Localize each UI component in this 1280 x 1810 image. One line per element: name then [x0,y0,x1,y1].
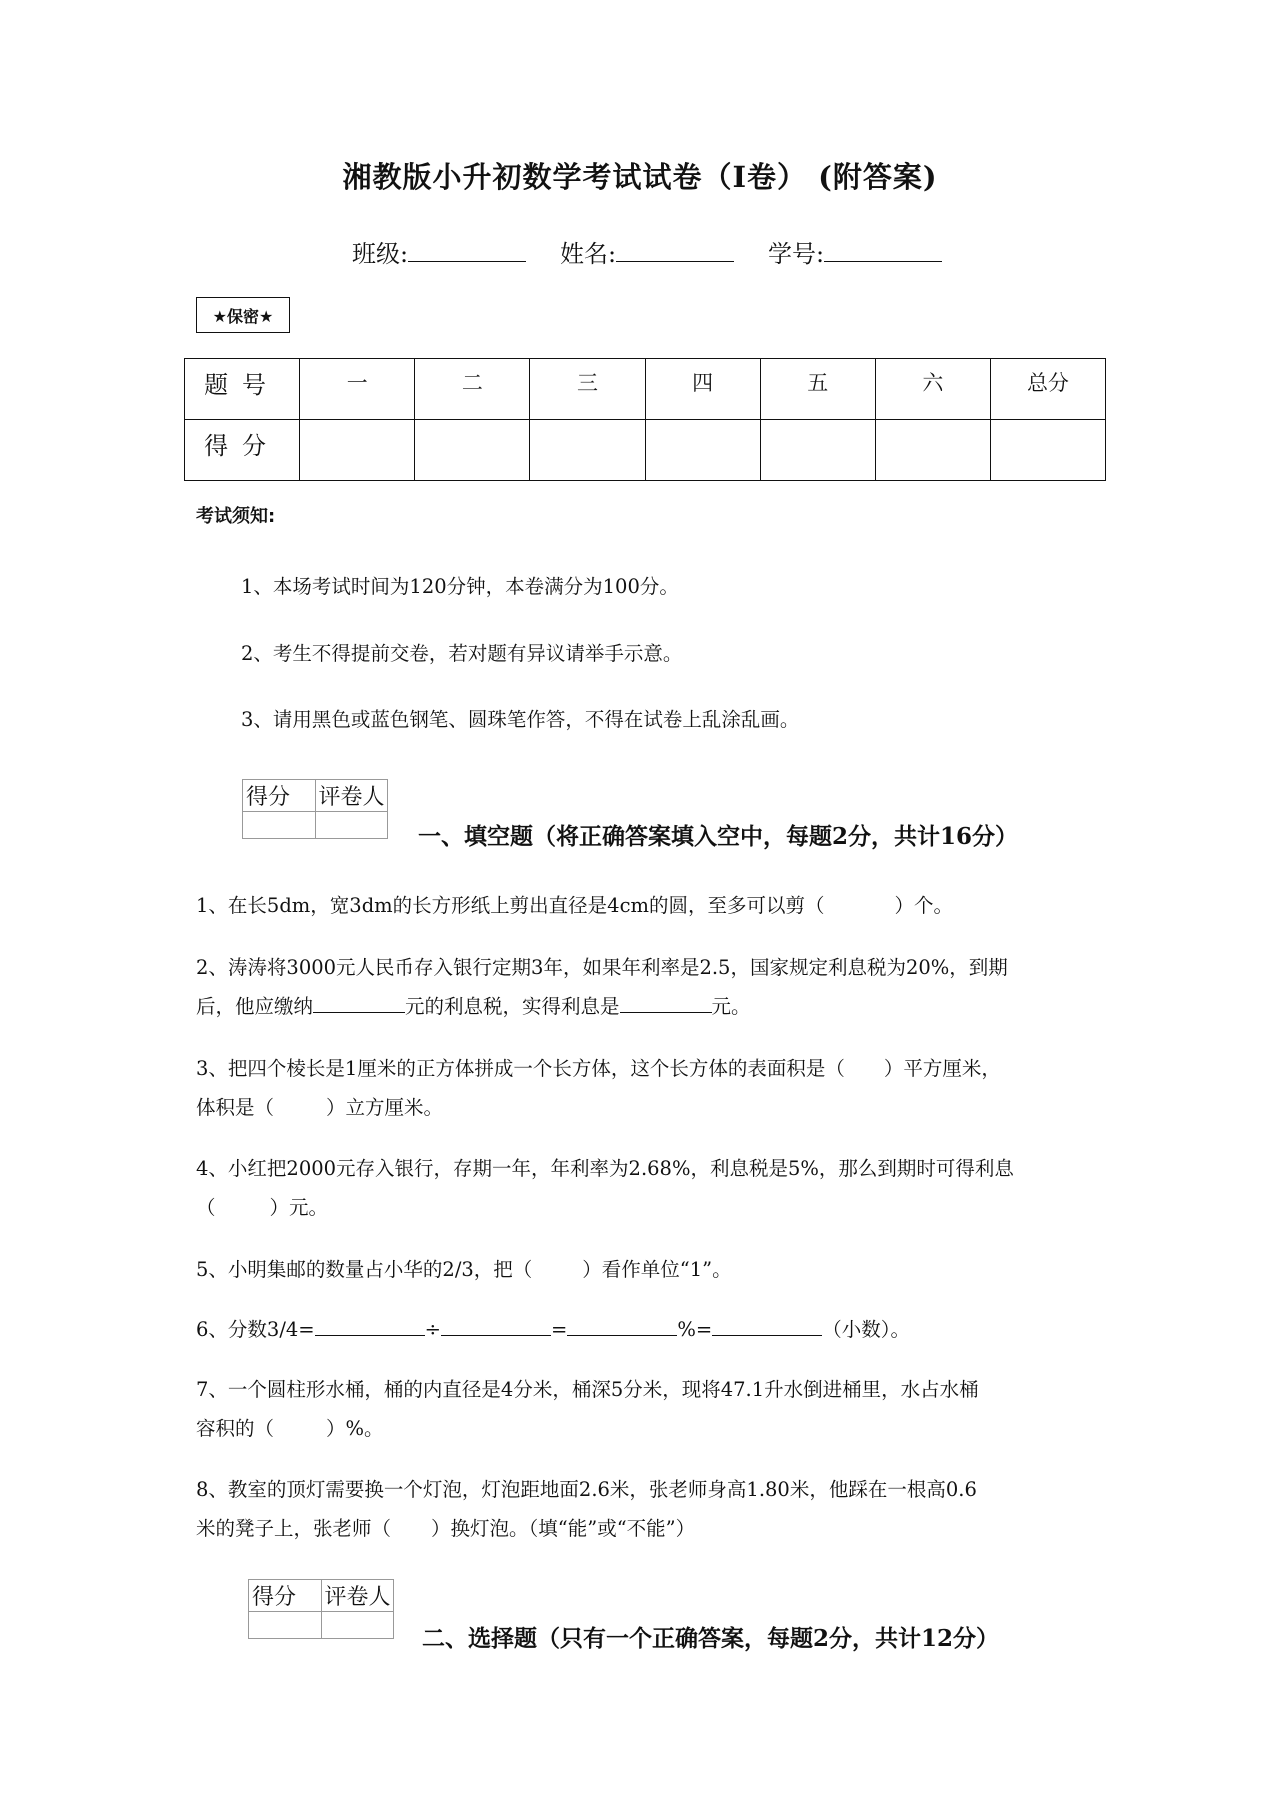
id-label: 学号: [768,240,825,268]
q1-text-a: 1、在长5dm，宽3dm的长方形纸上剪出直径是4cm的圆，至多可以剪（ [196,894,825,917]
grader-score-label: 得分 [243,780,316,812]
q8-text-a: 米的凳子上，张老师（ [196,1517,392,1540]
q5-text-a: 5、小明集邮的数量占小华的2/3，把（ [196,1258,533,1281]
question-2 [196,948,1096,1026]
section2-title: 二、选择题（只有一个正确答案，每题2分，共计12分） [422,1625,1000,1652]
col-header-4: 四 [645,359,760,420]
section1-title: 一、填空题（将正确答案填入空中，每题2分，共计16分） [418,823,1019,850]
q4-text-b: ）元。 [269,1196,329,1219]
score-table [184,358,1106,481]
q5-text-b: ）看作单位“1”。 [582,1258,732,1281]
grader-name-cell[interactable] [315,812,388,839]
q2-text-c: 元。 [711,995,751,1018]
q6-text-d: %= [677,1318,713,1341]
q3-line1: 3、把四个棱长是1厘米的正方体拼成一个长方体，这个长方体的表面积是（ ）平方厘米， [196,1057,1001,1080]
grader-name-cell[interactable] [321,1612,394,1639]
grader-score-cell[interactable] [243,812,316,839]
row-head-question-number: 题号 [185,359,300,420]
secret-badge: ★保密★ [196,297,290,333]
q4-text-a: （ [196,1196,216,1219]
notice-heading: 考试须知: [196,506,276,527]
name-blank[interactable] [616,239,734,262]
col-header-5: 五 [760,359,875,420]
q6-text-c: = [550,1318,568,1341]
score-table-header-row [185,359,1106,420]
score-cell[interactable] [530,420,645,481]
q2-blank-1[interactable] [313,990,405,1013]
score-cell[interactable] [415,420,530,481]
q2-blank-2[interactable] [620,990,712,1013]
grader-box-section1 [242,779,388,839]
notice-item-1: 1、本场考试时间为120分钟，本卷满分为100分。 [241,575,679,598]
col-header-total: 总分 [990,359,1105,420]
question-7 [196,1370,1096,1448]
name-label: 姓名: [560,240,617,268]
q6-text-e: （小数）。 [822,1318,910,1341]
q4-line1: 4、小红把2000元存入银行，存期一年，年利率为2.68%，利息税是5%，那么到期时可得利息 [196,1157,1014,1180]
q7-line1: 7、一个圆柱形水桶，桶的内直径是4分米，桶深5分米，现将47.1升水倒进桶里，水占水桶 [196,1378,979,1401]
col-header-3: 三 [530,359,645,420]
class-blank[interactable] [408,239,526,262]
score-cell[interactable] [300,420,415,481]
q6-blank-2[interactable] [441,1313,551,1336]
class-label: 班级: [352,240,409,268]
grader-name-label: 评卷人 [315,780,388,812]
q6-blank-3[interactable] [567,1313,677,1336]
q8-line1: 8、教室的顶灯需要换一个灯泡，灯泡距地面2.6米，张老师身高1.80米，他踩在一根高0.6 [196,1478,977,1501]
grader-score-label: 得分 [249,1580,322,1612]
q7-text-a: 容积的（ [196,1417,275,1440]
q3-text-b: ）立方厘米。 [326,1096,444,1119]
score-cell[interactable] [875,420,990,481]
q3-text-a: 体积是（ [196,1096,275,1119]
score-table-score-row [185,420,1106,481]
name-field [560,234,734,269]
q6-text-b: ÷ [424,1318,441,1341]
question-8 [196,1470,1096,1548]
q6-blank-4[interactable] [712,1313,822,1336]
q7-text-b: ）%。 [326,1417,384,1440]
question-4 [196,1149,1096,1227]
question-3 [196,1049,1096,1127]
grader-name-label: 评卷人 [321,1580,394,1612]
score-cell[interactable] [760,420,875,481]
page-title: 湘教版小升初数学考试试卷（I卷） (附答案) [342,160,938,194]
q1-text-b: ）个。 [894,894,954,917]
q8-text-b: ）换灯泡。（填“能”或“不能”） [431,1517,696,1540]
col-header-2: 二 [415,359,530,420]
col-header-1: 一 [300,359,415,420]
notice-item-2: 2、考生不得提前交卷，若对题有异议请举手示意。 [241,642,683,665]
q6-blank-1[interactable] [315,1313,425,1336]
class-field [352,234,526,269]
question-5 [196,1250,1096,1289]
q6-text-a: 6、分数3/4= [196,1318,315,1341]
grader-score-cell[interactable] [249,1612,322,1639]
q2-text-b: 元的利息税，实得利息是 [405,995,620,1018]
notice-item-3: 3、请用黑色或蓝色钢笔、圆珠笔作答，不得在试卷上乱涂乱画。 [241,708,800,731]
q2-text-a: 后，他应缴纳 [196,995,314,1018]
col-header-6: 六 [875,359,990,420]
score-cell[interactable] [990,420,1105,481]
row-head-score: 得分 [185,420,300,481]
q2-line1: 2、涛涛将3000元人民币存入银行定期3年，如果年利率是2.5，国家规定利息税为20%，到期 [196,956,1008,979]
grader-box-section2 [248,1579,394,1639]
score-cell[interactable] [645,420,760,481]
id-blank[interactable] [824,239,942,262]
question-6 [196,1310,1096,1349]
id-field [768,234,942,269]
question-1 [196,886,1096,925]
